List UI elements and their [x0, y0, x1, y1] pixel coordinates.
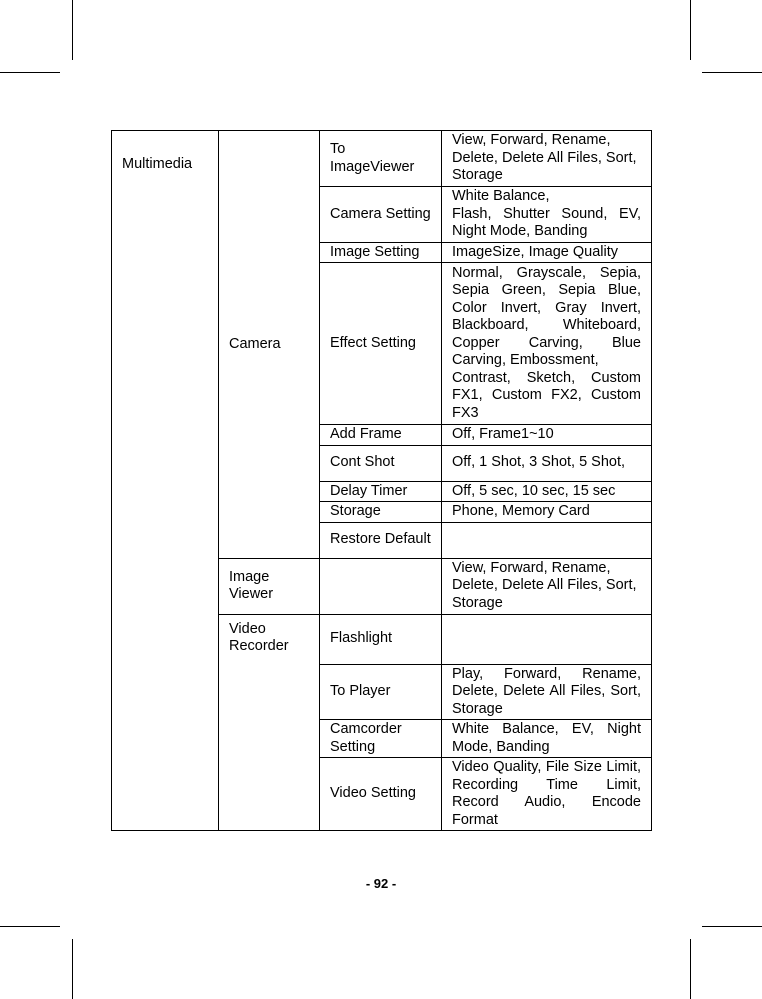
- submenu-name: To Player: [320, 664, 442, 720]
- submenu-name: To ImageViewer: [320, 131, 442, 187]
- crop-mark-bottom-right-horizontal: [702, 926, 762, 927]
- submenu-name-empty: [320, 558, 442, 614]
- image-viewer-cell: Image Viewer: [219, 558, 320, 614]
- submenu-options: Phone, Memory Card: [442, 502, 652, 523]
- submenu-name: Delay Timer: [320, 481, 442, 502]
- submenu-name: Flashlight: [320, 614, 442, 664]
- submenu-options: [442, 263, 652, 425]
- camera-cell: Camera: [219, 131, 320, 559]
- submenu-options: Video Quality, File Size Limit, Recording Time Limit, Record Audio, Encode Format: [442, 758, 652, 831]
- submenu-options: Off, 5 sec, 10 sec, 15 sec: [442, 481, 652, 502]
- submenu-name: Video Setting: [320, 758, 442, 831]
- submenu-options: View, Forward, Rename, Delete, Delete All Files, Sort, Storage: [442, 131, 652, 187]
- options-line: Flash, Shutter Sound, EV, Night Mode, Banding: [452, 205, 641, 239]
- submenu-name: Camcorder Setting: [320, 720, 442, 758]
- submenu-options: [442, 187, 652, 243]
- table-row: [112, 131, 652, 187]
- options-line: White Balance,: [452, 188, 550, 204]
- submenu-name: Restore Default: [320, 522, 442, 558]
- submenu-name: Cont Shot: [320, 445, 442, 481]
- crop-mark-top-left-horizontal: [0, 72, 60, 73]
- submenu-options: Play, Forward, Rename, Delete, Delete All Files, Sort, Storage: [442, 664, 652, 720]
- submenu-options: [442, 522, 652, 558]
- crop-mark-top-left-vertical: [72, 0, 73, 60]
- crop-mark-bottom-left-horizontal: [0, 926, 60, 927]
- options-line: Contrast, Sketch, Custom FX1, Custom FX2, Custom FX3: [452, 369, 641, 421]
- options-line: Normal, Grayscale, Sepia, Sepia Green, Sepia Blue, Color Invert, Gray Invert, Blackboard, Whiteboard, Copper Carving, Blue Carving, Embossment,: [452, 264, 641, 369]
- level1-cell: Multimedia: [112, 131, 219, 831]
- submenu-options: View, Forward, Rename, Delete, Delete All Files, Sort, Storage: [442, 558, 652, 614]
- submenu-options: [442, 614, 652, 664]
- submenu-name: Camera Setting: [320, 187, 442, 243]
- crop-mark-top-right-horizontal: [702, 72, 762, 73]
- submenu-options: ImageSize, Image Quality: [442, 242, 652, 263]
- crop-mark-bottom-left-vertical: [72, 939, 73, 999]
- page-number: - 92 -: [365, 876, 397, 891]
- video-recorder-cell: Video Recorder: [219, 614, 320, 831]
- submenu-options: Off, Frame1~10: [442, 425, 652, 446]
- submenu-name: Storage: [320, 502, 442, 523]
- submenu-name: Image Setting: [320, 242, 442, 263]
- crop-mark-bottom-right-vertical: [690, 939, 691, 999]
- menu-structure-table: [111, 130, 652, 831]
- crop-mark-top-right-vertical: [690, 0, 691, 60]
- submenu-name: Effect Setting: [320, 263, 442, 425]
- submenu-options: Off, 1 Shot, 3 Shot, 5 Shot,: [442, 445, 652, 481]
- submenu-name: Add Frame: [320, 425, 442, 446]
- submenu-options: White Balance, EV, Night Mode, Banding: [442, 720, 652, 758]
